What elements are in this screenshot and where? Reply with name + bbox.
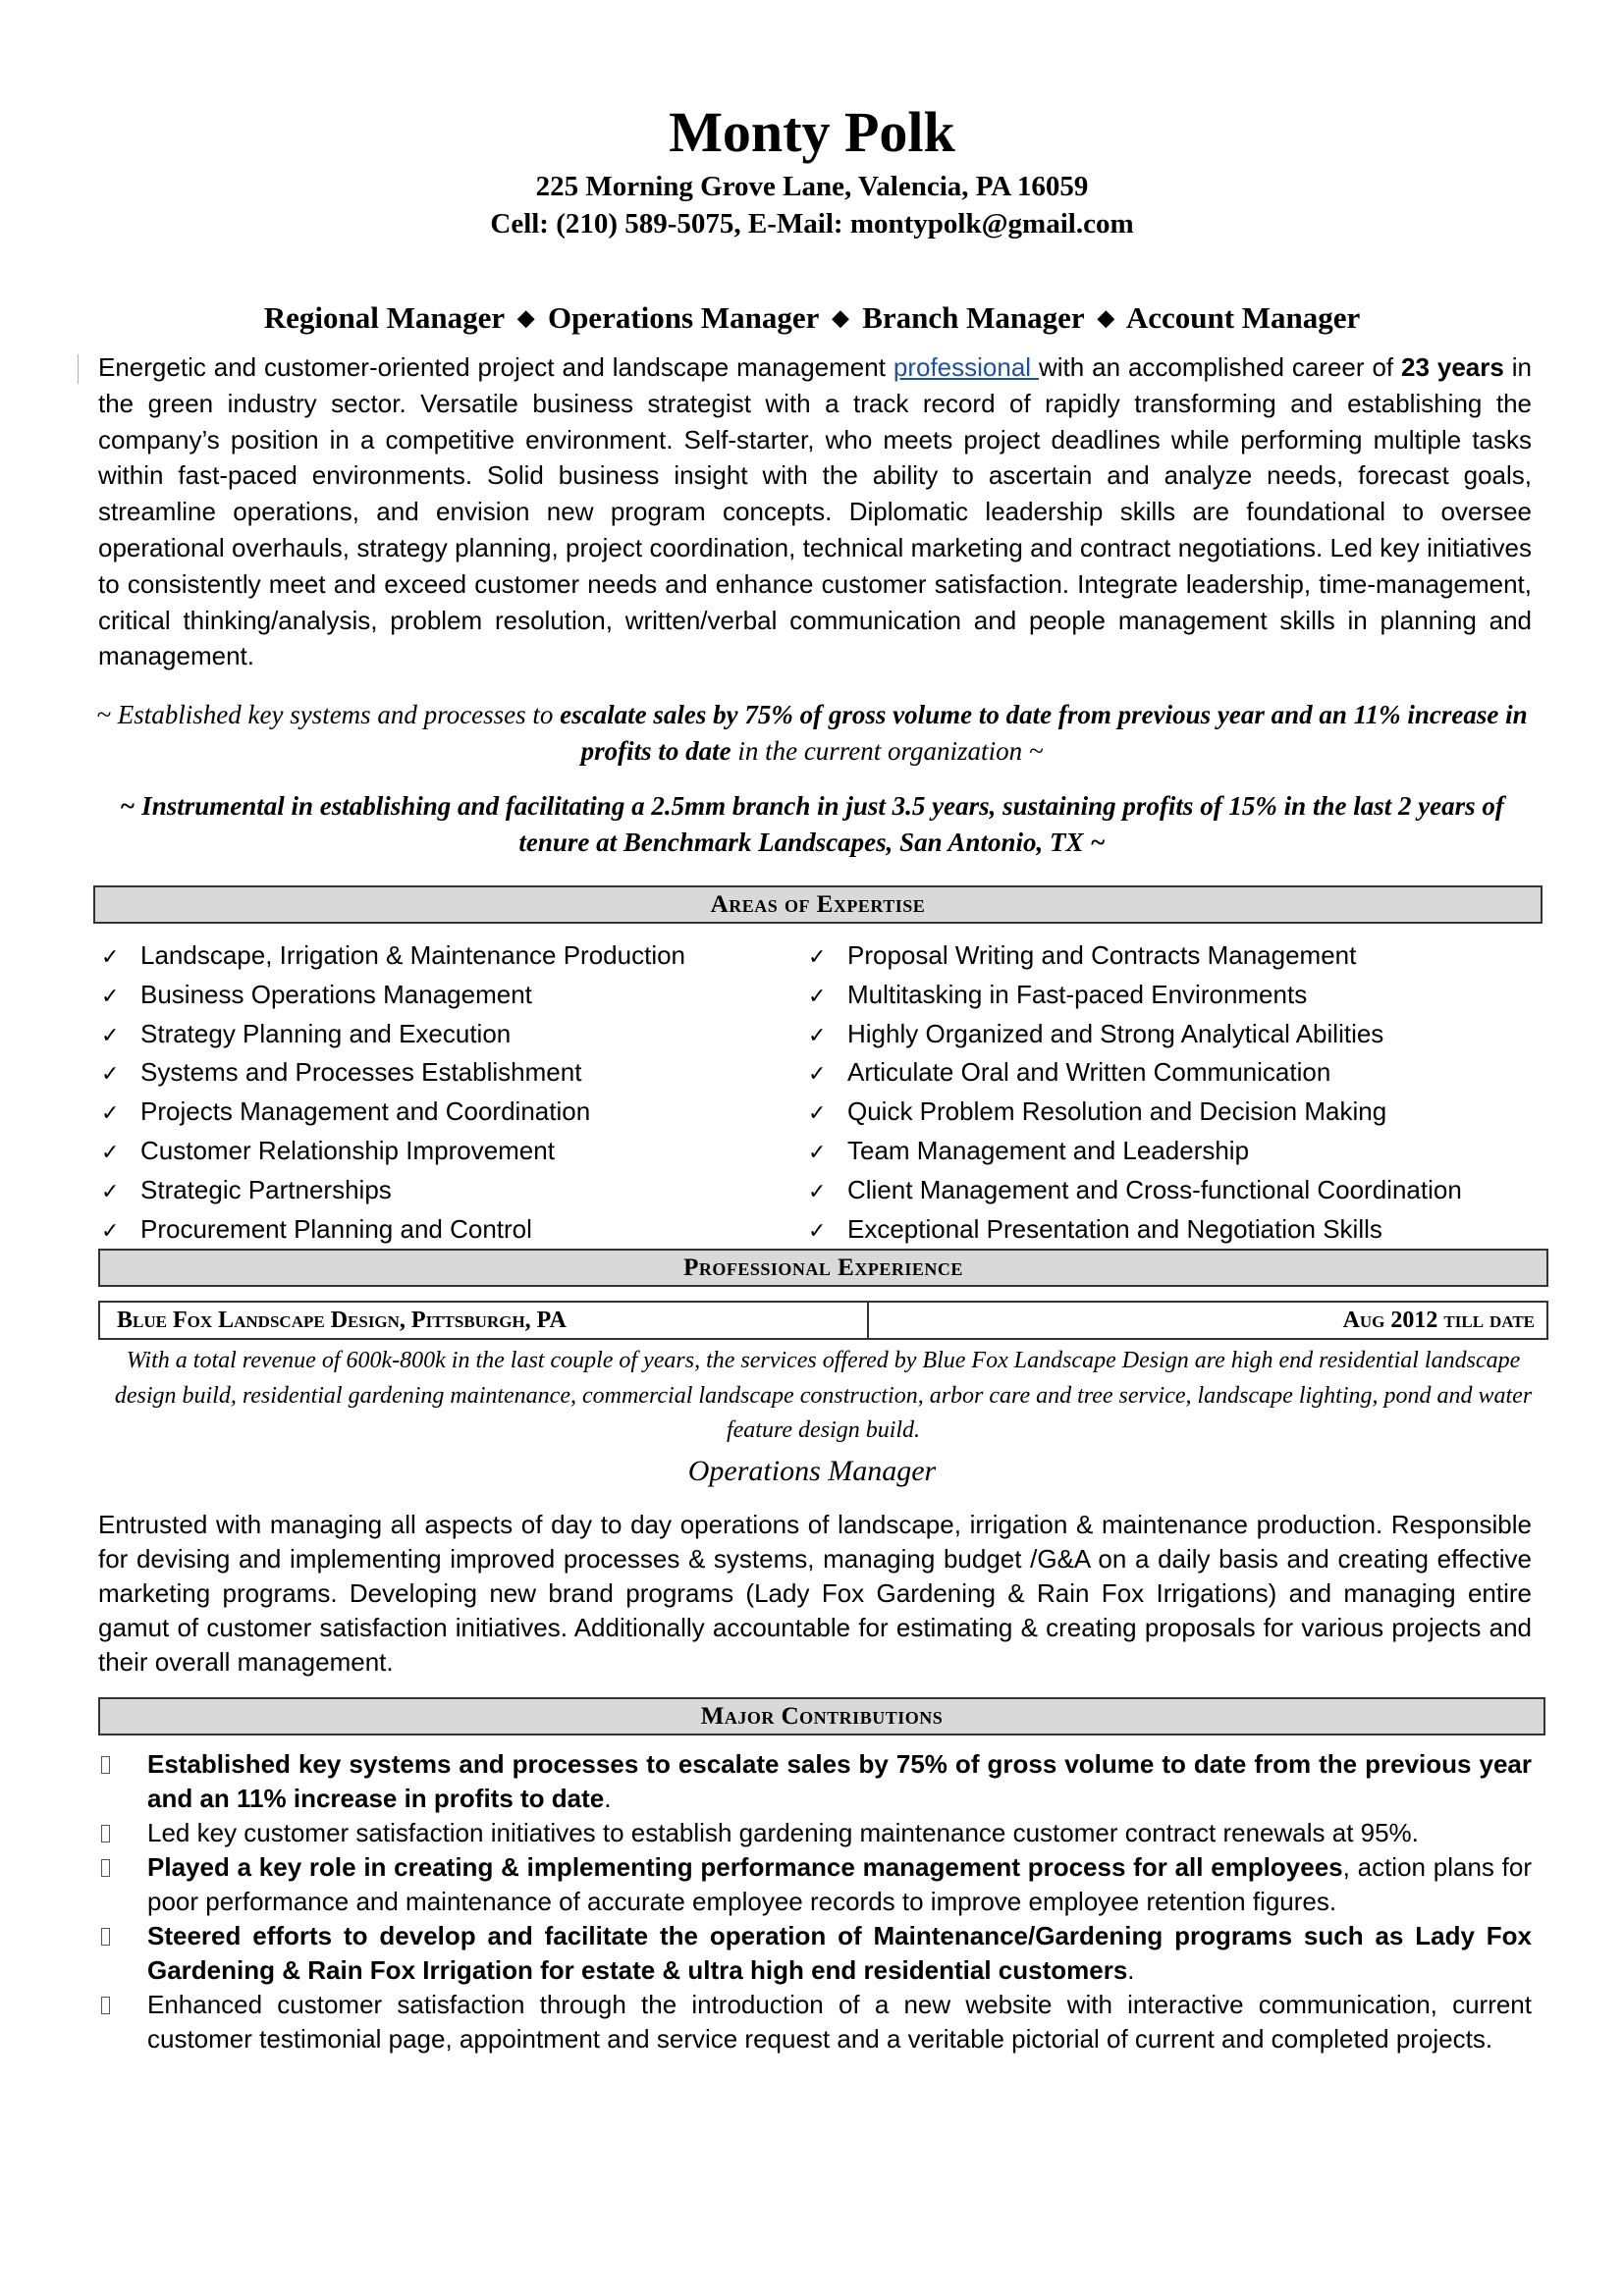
bullet-icon [98,1919,147,1953]
expertise-item [805,1133,1462,1172]
expertise-item [98,1016,685,1055]
checkmark-icon: ✓ [808,1101,827,1127]
contribution-bold: Played a key role in creating & implementing performance management process for all employees [147,1852,1343,1882]
bullet-icon [98,1988,147,2022]
expertise-label: Highly Organized and Strong Analytical Abilities [847,1018,1384,1048]
expertise-item [805,1054,1462,1094]
bullet-icon [98,1747,147,1782]
section-header-expertise: Areas of Expertise [93,885,1543,924]
role-description: Entrusted with managing all aspects of day to day operations of landscape, irrigation & maintenance production. Responsible for devising and implementing improved processes & systems, managing budget /G&A on a daily basis and creating effective marketing programs. Developing new brand programs (Lady Fox Gardening & Rain Fox Irrigations) and managing entire gamut of customer satisfaction initiatives. Additionally accountable for estimating & creating proposals for various projects and their overall management. [98,1510,1532,1677]
contributions-list [98,1747,1532,2056]
summary-years-bold: 23 years [1401,352,1504,382]
checkmark-icon: ✓ [808,1062,827,1088]
contribution-text [147,1919,1532,1988]
company-row [98,1301,1548,1340]
expertise-item [805,1016,1462,1055]
expertise-label: Projects Management and Coordination [140,1096,591,1127]
checkmark-icon: ✓ [101,1179,120,1204]
checkmark-icon: ✓ [808,1140,827,1165]
professional-summary [98,349,1532,674]
contact-info: Cell: (210) 589-5075, E-Mail: montypolk@gmail.com [490,208,1134,240]
bullet-icon [98,1816,147,1850]
contribution-text [147,1988,1532,2056]
expertise-item [98,1094,685,1133]
employment-dates: Aug 2012 till date [1342,1307,1535,1333]
title-operations-manager: Operations Manager [547,300,819,335]
highlight-text: ~ Established key systems and processes to [96,700,561,729]
summary-text: with an accomplished career of [1038,352,1402,382]
expertise-item [805,977,1462,1016]
contribution-plain: . [1127,1955,1135,1985]
checkmark-icon: ✓ [101,1218,120,1244]
expertise-item [98,977,685,1016]
contribution-item [98,1988,1532,2056]
expertise-label: Systems and Processes Establishment [140,1057,582,1088]
diamond-separator-icon: ◆ [517,305,535,330]
company-description: With a total revenue of 600k-800k in the last couple of years, the services offered by Blue Fox Landscape Design are high end residential landscape design build, residential gardening maintenance, commercial landscape construction, arbor care and tree service, landscape lighting, pond and water feature design build. [114,1348,1533,1443]
expertise-list-right [805,937,1462,1250]
expertise-label: Quick Problem Resolution and Decision Making [847,1096,1387,1127]
highlight-sales [88,697,1536,770]
checkmark-icon: ✓ [808,1218,827,1244]
expertise-item [98,1054,685,1094]
candidate-name: Monty Polk [669,100,955,164]
bullet-icon [98,1850,147,1885]
title-regional-manager: Regional Manager [263,300,505,335]
text-cursor-marker [78,354,79,384]
professional-link[interactable]: professional [893,352,1039,382]
expertise-item [805,1211,1462,1251]
contribution-plain: Led key customer satisfaction initiatives to establish gardening maintenance customer contract renewals at 95%. [147,1818,1419,1847]
checkmark-icon: ✓ [101,1062,120,1088]
checkmark-icon: ✓ [101,945,120,970]
contribution-text [147,1747,1532,1816]
expertise-label: Exceptional Presentation and Negotiation Skills [847,1213,1382,1244]
expertise-label: Customer Relationship Improvement [140,1135,555,1165]
summary-text: Energetic and customer-oriented project and landscape management [98,352,893,382]
contribution-bold: Steered efforts to develop and facilitate the operation of Maintenance/Gardening programs such as Lady Fox Gardening & Rain Fox Irrigation for estate & ultra high end residential customers [147,1921,1532,1985]
checkmark-icon: ✓ [808,1023,827,1048]
diamond-separator-icon: ◆ [832,305,849,330]
expertise-item [98,1211,685,1251]
checkmark-icon: ✓ [808,945,827,970]
expertise-label: Business Operations Management [140,979,532,1009]
expertise-item [98,1172,685,1211]
contribution-item [98,1816,1532,1850]
expertise-label: Landscape, Irrigation & Maintenance Production [140,940,686,970]
expertise-label: Multitasking in Fast-paced Environments [847,979,1308,1009]
company-name: Blue Fox Landscape Design, Pittsburgh, PA [100,1303,869,1338]
contribution-plain: Enhanced customer satisfaction through the introduction of a new website with interactive communication, current customer testimonial page, appointment and service request and a veritable pictorial of current and completed projects. [147,1990,1532,2054]
expertise-item [805,1172,1462,1211]
expertise-label: Strategic Partnerships [140,1174,392,1204]
expertise-item [805,1094,1462,1133]
expertise-label: Client Management and Cross-functional Coordination [847,1174,1462,1204]
address: 225 Morning Grove Lane, Valencia, PA 16059 [535,171,1089,202]
expertise-label: Articulate Oral and Written Communication [847,1057,1331,1088]
contribution-text [147,1816,1532,1850]
section-header-experience: Professional Experience [98,1249,1548,1287]
contribution-bold: Established key systems and processes to escalate sales by 75% of gross volume to date from the previous year and an 11% increase in profits to date [147,1749,1532,1813]
checkmark-icon: ✓ [101,984,120,1009]
diamond-separator-icon: ◆ [1097,305,1114,330]
highlight-branch: ~ Instrumental in establishing and facilitating a 2.5mm branch in just 3.5 years, sustaining profits of 15% in the last 2 years of tenure at Benchmark Landscapes, San Antonio, TX ~ [120,791,1504,857]
checkmark-icon: ✓ [808,984,827,1009]
expertise-label: Team Management and Leadership [847,1135,1250,1165]
expertise-label: Procurement Planning and Control [140,1213,532,1244]
expertise-item [805,937,1462,977]
contribution-text [147,1850,1532,1919]
contribution-plain: , action plans for poor performance and maintenance of accurate employee records to improve employee retention figures. [147,1852,1532,1916]
expertise-item [98,937,685,977]
contribution-item [98,1747,1532,1816]
highlight-text: in the current organization ~ [731,736,1044,766]
summary-text: in the green industry sector. Versatile business strategist with a track record of rapidly transforming and establishing the company’s position in a competitive environment. Self-starter, who meets project deadlines while performing multiple tasks within fast-paced environments. Solid business insight with the ability to ascertain and analyze needs, forecast goals, streamline operations, and envision new program concepts. Diplomatic leadership skills are foundational to oversee operational overhauls, strategy planning, project coordination, technical marketing and contract negotiations. Led key initiatives to consistently meet and exceed customer needs and enhance customer satisfaction. Integrate leadership, time-management, critical thinking/analysis, problem resolution, written/verbal communication and people management skills in planning and management. [98,352,1532,671]
title-branch-manager: Branch Manager [862,300,1085,335]
role-title: Operations Manager [687,1455,937,1487]
section-header-contributions: Major Contributions [98,1697,1545,1735]
checkmark-icon: ✓ [101,1023,120,1048]
title-account-manager: Account Manager [1125,300,1361,335]
checkmark-icon: ✓ [808,1179,827,1204]
contribution-plain: . [604,1784,612,1813]
expertise-label: Proposal Writing and Contracts Management [847,940,1357,970]
contribution-item [98,1919,1532,1988]
expertise-item [98,1133,685,1172]
checkmark-icon: ✓ [101,1140,120,1165]
expertise-label: Strategy Planning and Execution [140,1018,512,1048]
checkmark-icon: ✓ [101,1101,120,1127]
highlight-bold: escalate sales by 75% of gross volume to date from previous year and an 11% increase in profits to date [560,700,1528,766]
contribution-item [98,1850,1532,1919]
expertise-list-left [98,937,685,1250]
target-titles [0,299,1624,337]
